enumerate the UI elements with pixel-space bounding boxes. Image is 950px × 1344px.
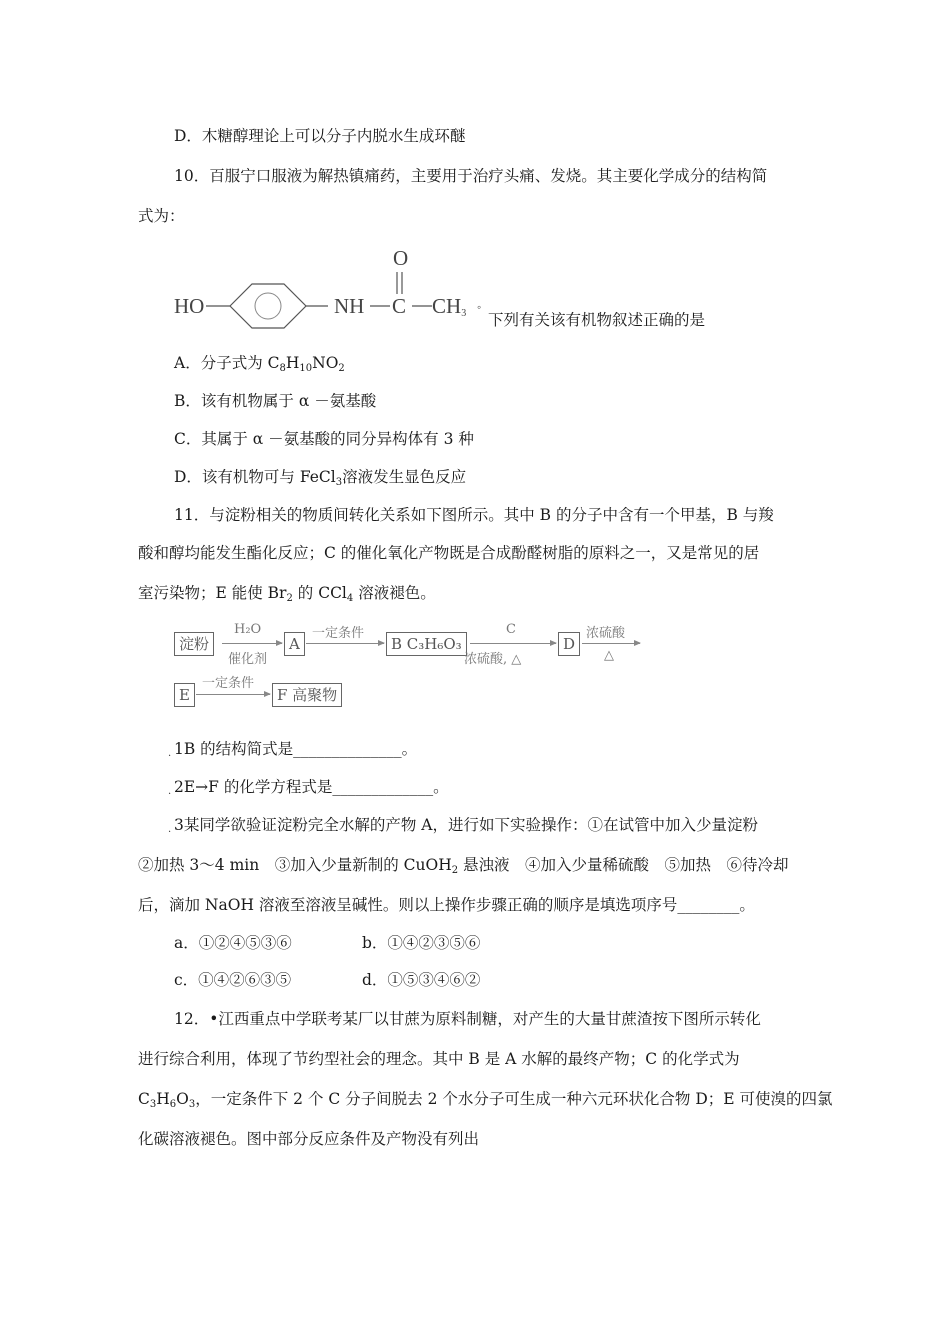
arrow-3 — [470, 643, 556, 644]
q11-choice-b: b．①④②③⑤⑥ — [362, 934, 481, 952]
arrow-5 — [196, 694, 270, 695]
q10-option-a: A．分子式为 $C_8H_{10}NO_2$ — [174, 354, 345, 374]
period-mark: ◦ — [477, 300, 482, 314]
q10-stem-line1: 10．百服宁口服液为解热镇痛药，主要用于治疗头痛、发烧。其主要化学成分的结构简 — [174, 167, 768, 185]
oxygen-atom: O — [393, 246, 409, 270]
q12-line4: 化碳溶液褪色。图中部分反应条件及产物没有列出 — [138, 1130, 480, 1148]
box-e: E — [174, 683, 195, 707]
box-a: A — [284, 632, 305, 656]
q10-option-b: B．该有机物属于 α －氨基酸 — [174, 392, 377, 410]
q12-line3: $C_3H_6O_3$，一定条件下 2 个 C 分子间脱去 2 个水分子可生成一种六元环状化合物 D；E 可使溴的四氯 — [138, 1090, 833, 1110]
q11-stem-line3: 室污染物；E 能使 $Br_2$ 的 CCl$_4$ 溶液褪色。 — [138, 584, 436, 604]
label-conc-acid-heat: 浓硫酸, △ — [464, 652, 522, 667]
q11-sub3-line1: 3某同学欲验证淀粉完全水解的产物 A，进行如下实验操作：①在试管中加入少量淀粉 — [174, 816, 758, 834]
arrow-2 — [306, 643, 384, 644]
arrow-1 — [222, 643, 282, 644]
ho-group: HO — [174, 294, 205, 318]
ch3-group: $CH_3$ — [432, 294, 467, 319]
box-f: F 高聚物 — [272, 683, 342, 707]
q11-sub3-line3: 后，滴加 NaOH 溶液至溶液呈碱性。则以上操作步骤正确的顺序是填选项序号________。 — [138, 896, 755, 914]
q12-line2: 进行综合利用，体现了节约型社会的理念。其中 B 是 A 水解的最终产物；C 的化学式为 — [138, 1050, 740, 1068]
q11-sub3-line2: ②加热 3～4 min ③加入少量新制的 CuOH$_2$ 悬浊液 ④加入少量稀硫酸 ⑤加热 ⑥待冷却 — [138, 856, 789, 876]
benzene-ring-icon — [200, 270, 350, 340]
q10-stem-tail: 下列有关该有机物叙述正确的是 — [488, 311, 706, 329]
label-heat: △ — [604, 648, 614, 663]
label-conc-acid: 浓硫酸 — [586, 626, 626, 641]
box-d: D — [558, 632, 580, 656]
arrow-4 — [582, 643, 640, 644]
nh-group: NH — [334, 294, 365, 318]
label-h2o: H₂O — [234, 622, 262, 637]
box-b: B C₃H₆O₃ — [386, 632, 467, 656]
label-c: C — [506, 622, 516, 637]
box-starch: 淀粉 — [174, 632, 214, 656]
carbon-atom: C — [392, 294, 407, 318]
q11-choice-d: d．①⑤③④⑥② — [362, 971, 481, 989]
q9-option-d: D．木糖醇理论上可以分子内脱水生成环醚 — [174, 127, 466, 145]
q11-stem-line1: 11．与淀粉相关的物质间转化关系如下图所示。其中 B 的分子中含有一个甲基，B 与羧 — [174, 506, 774, 524]
q11-sub2: 2E→F 的化学方程式是_____________。 — [174, 778, 449, 796]
label-cond2: 一定条件 — [202, 676, 255, 691]
q11-choice-a: a．①②④⑤③⑥ — [174, 934, 292, 952]
q11-stem-line2: 酸和醇均能发生酯化反应；C 的催化氧化产物既是合成酚醛树脂的原料之一，又是常见的居 — [138, 544, 760, 562]
q10-stem-line2: 式为： — [138, 207, 185, 225]
label-catalyst: 催化剂 — [228, 652, 268, 667]
q11-sub1: 1B 的结构简式是______________。 — [174, 740, 418, 758]
q11-choice-c: c．①④②⑥③⑤ — [174, 971, 292, 989]
q10-option-d: D．该有机物可与 FeCl$_3$溶液发生显色反应 — [174, 468, 467, 488]
label-cond1: 一定条件 — [312, 626, 365, 641]
q10-option-c: C．其属于 α －氨基酸的同分异构体有 3 种 — [174, 430, 474, 448]
q12-line1: 12．•江西重点中学联考某厂以甘蔗为原料制糖，对产生的大量甘蔗渣按下图所示转化 — [174, 1010, 761, 1028]
